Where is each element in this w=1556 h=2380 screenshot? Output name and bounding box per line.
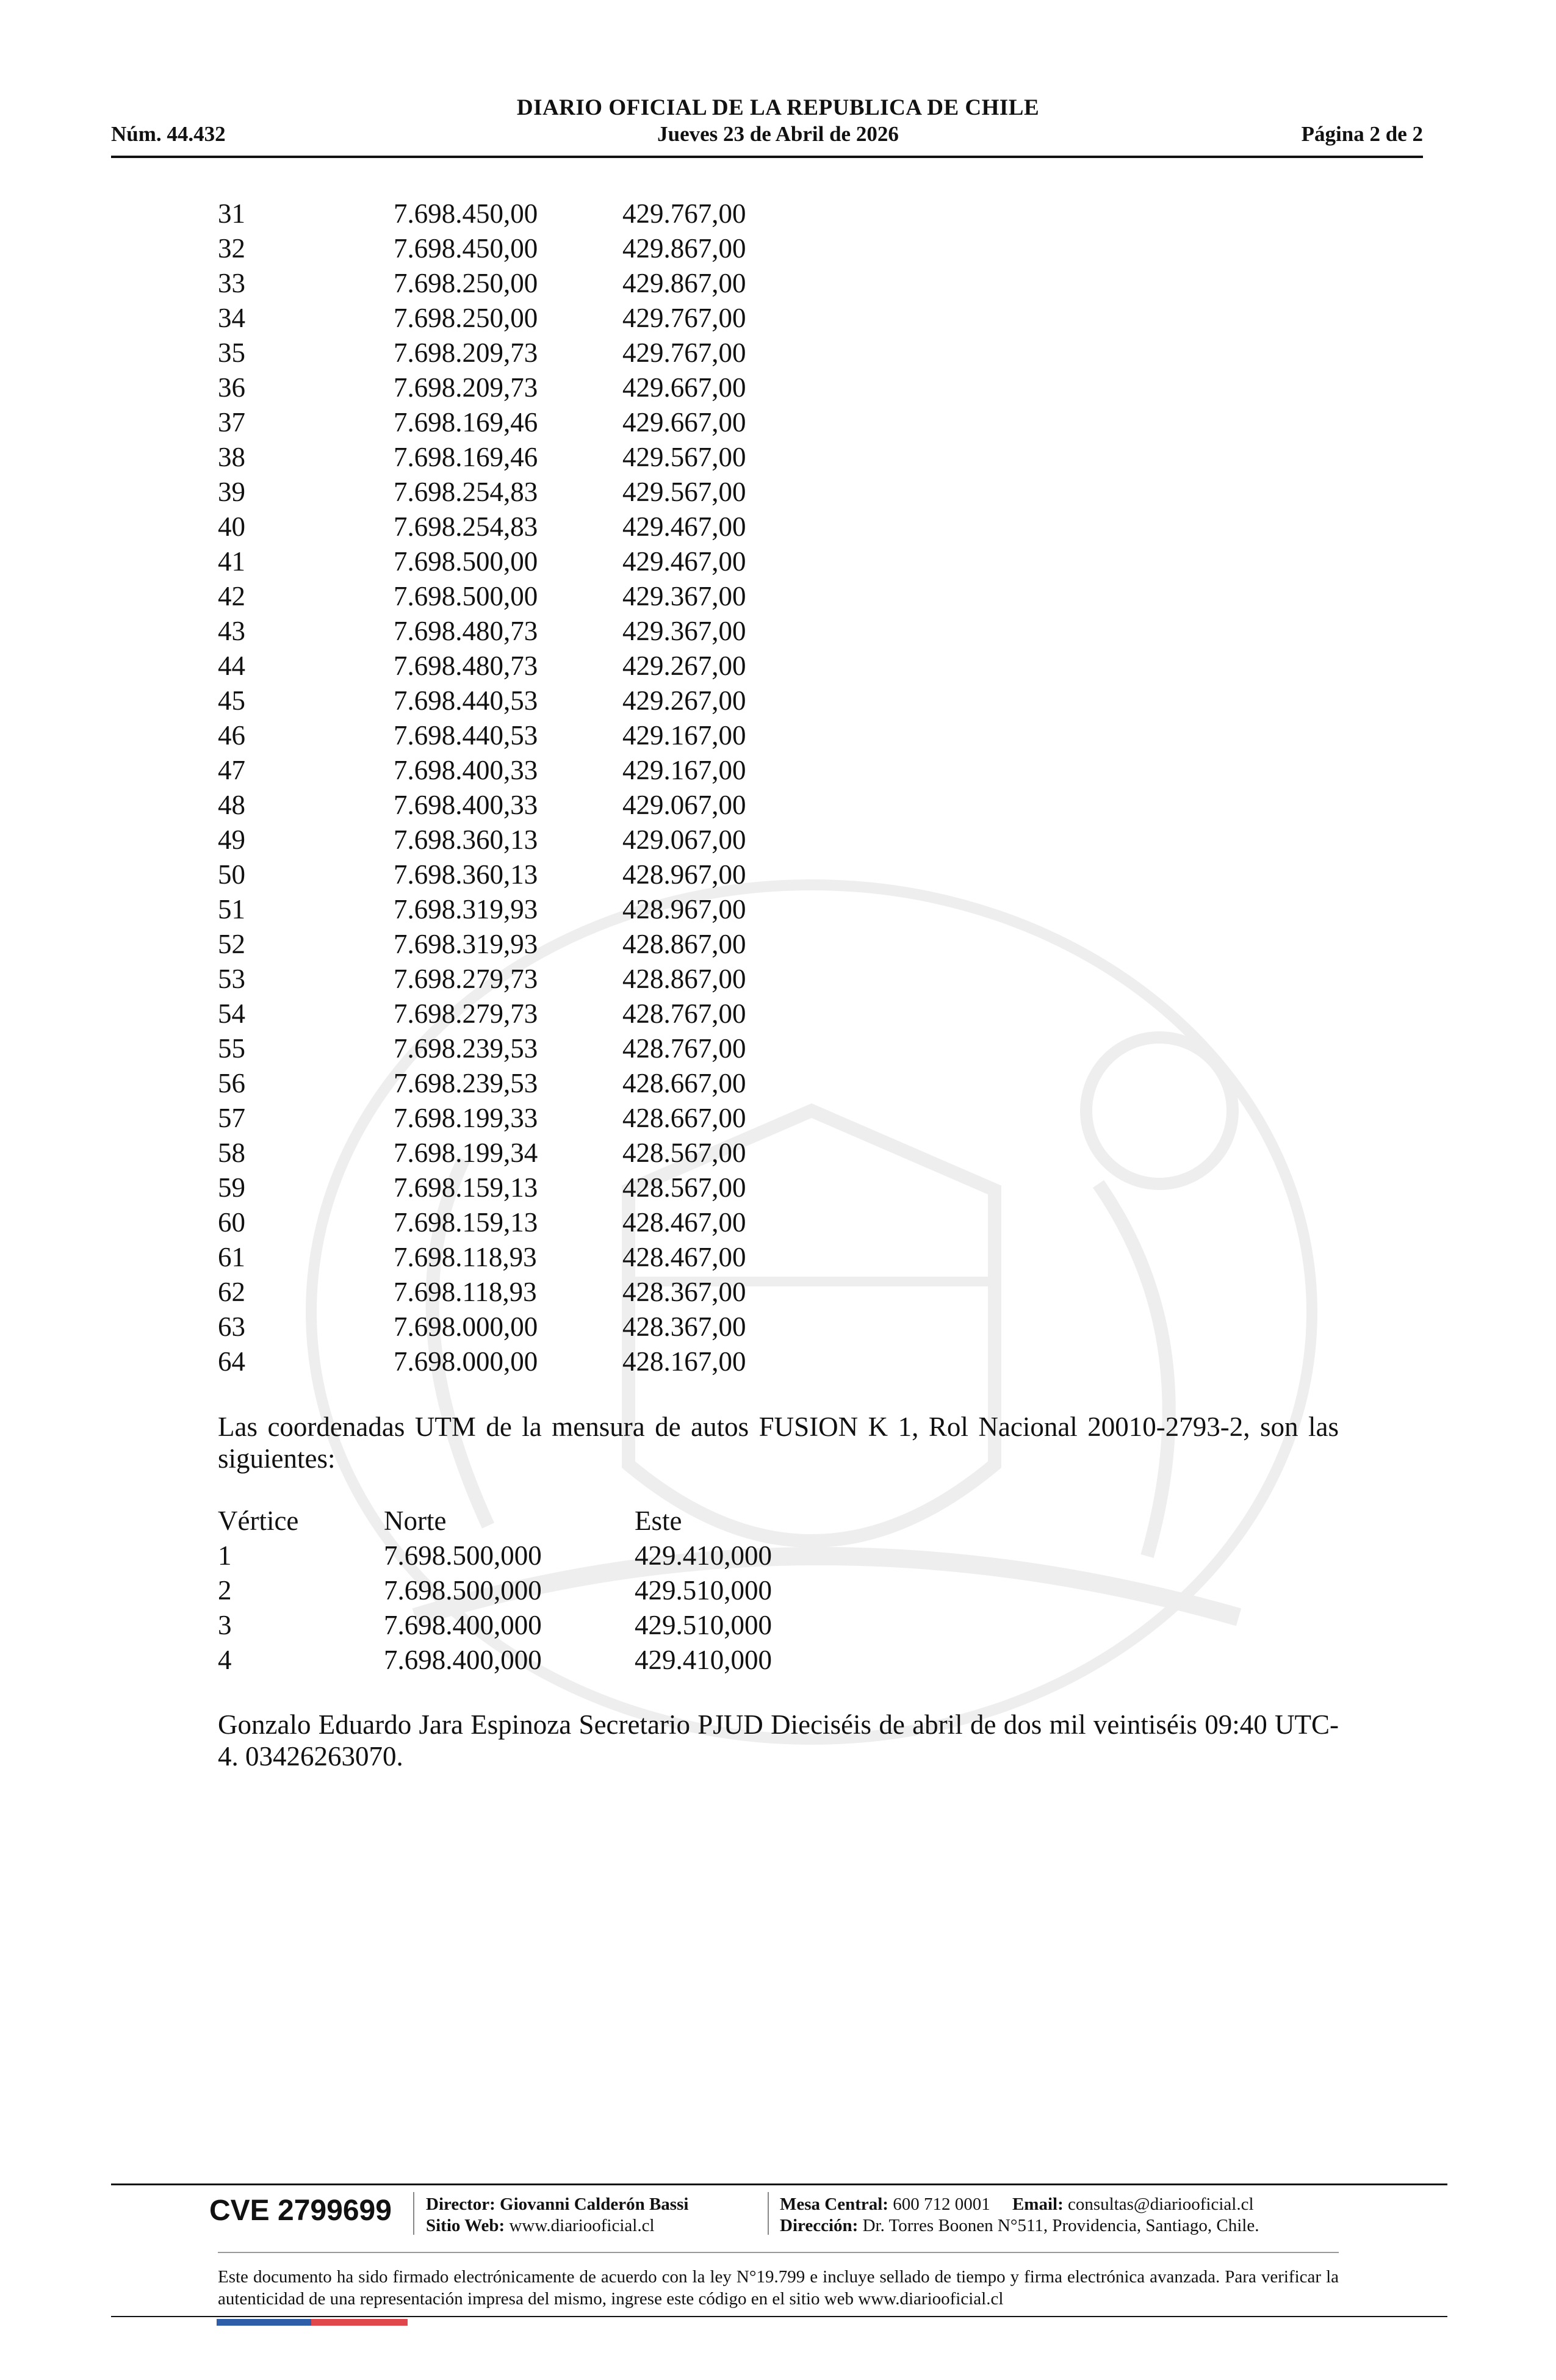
header-vertex: Vértice — [218, 1506, 299, 1536]
row-number: 40 — [218, 511, 245, 542]
table-row — [218, 1573, 889, 1608]
flag-stripe-blue — [217, 2319, 311, 2326]
website-line — [426, 2215, 655, 2237]
row-north: 7.698.279,73 — [394, 964, 538, 994]
row-north: 7.698.118,93 — [394, 1242, 537, 1272]
row-north: 7.698.254,83 — [394, 511, 538, 542]
row-east: 428.567,00 — [622, 1138, 746, 1168]
contact-line — [780, 2194, 1254, 2215]
table-row — [218, 997, 828, 1031]
address-line — [780, 2215, 1259, 2237]
table-row — [218, 823, 828, 857]
table-row — [218, 1538, 889, 1573]
table-row — [218, 475, 828, 510]
row-east: 428.367,00 — [622, 1277, 746, 1307]
row-north: 7.698.209,73 — [394, 337, 538, 368]
table-row — [218, 1310, 828, 1344]
row-north: 7.698.400,33 — [394, 790, 538, 820]
signature-paragraph: Gonzalo Eduardo Jara Espinoza Secretario PJUD Dieciséis de abril de dos mil veintiséis 09:40 UTC-4. 03426263070. — [218, 1709, 1339, 1772]
row-north: 7.698.250,00 — [394, 268, 538, 298]
vertex-east: 429.410,000 — [635, 1540, 772, 1571]
utm-intro-paragraph: Las coordenadas UTM de la mensura de autos FUSION K 1, Rol Nacional 20010-2793-2, son las siguientes: — [218, 1412, 1339, 1474]
row-north: 7.698.450,00 — [394, 198, 538, 229]
table-row — [218, 683, 828, 718]
row-north: 7.698.239,53 — [394, 1033, 538, 1064]
row-number: 58 — [218, 1138, 245, 1168]
header-north: Norte — [384, 1506, 447, 1536]
row-north: 7.698.239,53 — [394, 1068, 538, 1098]
row-number: 52 — [218, 929, 245, 959]
director-line — [426, 2194, 688, 2215]
row-east: 428.467,00 — [622, 1207, 746, 1238]
table-row — [218, 544, 828, 579]
row-number: 31 — [218, 198, 245, 229]
row-east: 429.167,00 — [622, 755, 746, 785]
footer-divider-top — [111, 2183, 1447, 2185]
coordinates-table — [218, 197, 828, 1379]
row-east: 429.467,00 — [622, 511, 746, 542]
row-east: 428.367,00 — [622, 1311, 746, 1342]
row-north: 7.698.209,73 — [394, 372, 538, 403]
row-north: 7.698.254,83 — [394, 477, 538, 507]
row-number: 59 — [218, 1172, 245, 1203]
footer-separator — [413, 2192, 414, 2235]
newspaper-title: DIARIO OFICIAL DE LA REPUBLICA DE CHILE — [516, 95, 1040, 120]
row-north: 7.698.319,93 — [394, 894, 538, 925]
website-label: Sitio Web: — [426, 2216, 505, 2235]
table-row — [218, 1608, 889, 1643]
table-row — [218, 649, 828, 683]
table-row — [218, 370, 828, 405]
row-number: 39 — [218, 477, 245, 507]
footer-divider-bottom — [111, 2316, 1447, 2317]
row-east: 429.567,00 — [622, 442, 746, 472]
row-number: 38 — [218, 442, 245, 472]
row-number: 45 — [218, 685, 245, 716]
row-north: 7.698.500,00 — [394, 546, 538, 577]
row-number: 34 — [218, 303, 245, 333]
table-row — [218, 301, 828, 336]
row-north: 7.698.000,00 — [394, 1346, 538, 1377]
row-east: 429.367,00 — [622, 616, 746, 646]
table-row — [218, 405, 828, 440]
row-number: 51 — [218, 894, 245, 925]
table-row — [218, 614, 828, 649]
table-row — [218, 1643, 889, 1678]
table-row — [218, 579, 828, 614]
row-north: 7.698.169,46 — [394, 442, 538, 472]
table-row — [218, 266, 828, 301]
table-row — [218, 231, 828, 266]
table-row — [218, 1240, 828, 1275]
row-east: 428.567,00 — [622, 1172, 746, 1203]
row-east: 428.767,00 — [622, 998, 746, 1029]
row-number: 33 — [218, 268, 245, 298]
row-north: 7.698.480,73 — [394, 651, 538, 681]
row-east: 428.967,00 — [622, 894, 746, 925]
footer-separator — [768, 2192, 769, 2235]
table-row — [218, 718, 828, 753]
address-label: Dirección: — [780, 2216, 859, 2235]
row-east: 429.567,00 — [622, 477, 746, 507]
row-east: 428.867,00 — [622, 929, 746, 959]
table-header-row — [218, 1504, 889, 1538]
row-east: 428.767,00 — [622, 1033, 746, 1064]
website-link[interactable]: www.diariooficial.cl — [509, 2216, 655, 2235]
row-number: 48 — [218, 790, 245, 820]
vertex-number: 4 — [218, 1645, 232, 1675]
mesa-phone: 600 712 0001 — [893, 2194, 990, 2214]
row-east: 428.967,00 — [622, 859, 746, 890]
row-number: 53 — [218, 964, 245, 994]
row-number: 57 — [218, 1103, 245, 1133]
row-east: 429.267,00 — [622, 685, 746, 716]
row-number: 56 — [218, 1068, 245, 1098]
vertex-table — [218, 1504, 889, 1678]
row-number: 60 — [218, 1207, 245, 1238]
table-row — [218, 1101, 828, 1136]
table-row — [218, 1066, 828, 1101]
issue-number: Núm. 44.432 — [111, 122, 226, 146]
row-north: 7.698.400,33 — [394, 755, 538, 785]
vertex-east: 429.410,000 — [635, 1645, 772, 1675]
table-row — [218, 753, 828, 788]
row-north: 7.698.500,00 — [394, 581, 538, 611]
row-number: 49 — [218, 824, 245, 855]
table-row — [218, 1205, 828, 1240]
mesa-label: Mesa Central: — [780, 2194, 888, 2214]
header-east: Este — [635, 1506, 682, 1536]
table-row — [218, 1170, 828, 1205]
email-label: Email: — [1012, 2194, 1064, 2214]
vertex-number: 1 — [218, 1540, 232, 1571]
row-number: 64 — [218, 1346, 245, 1377]
row-east: 429.467,00 — [622, 546, 746, 577]
vertex-east: 429.510,000 — [635, 1575, 772, 1606]
row-north: 7.698.450,00 — [394, 233, 538, 264]
row-north: 7.698.440,53 — [394, 685, 538, 716]
table-row — [218, 857, 828, 892]
table-row — [218, 336, 828, 370]
row-north: 7.698.000,00 — [394, 1311, 538, 1342]
table-row — [218, 440, 828, 475]
row-east: 428.667,00 — [622, 1068, 746, 1098]
row-number: 37 — [218, 407, 245, 438]
table-row — [218, 927, 828, 962]
director-name: Giovanni Calderón Bassi — [500, 2194, 689, 2214]
row-number: 54 — [218, 998, 245, 1029]
row-number: 42 — [218, 581, 245, 611]
row-north: 7.698.279,73 — [394, 998, 538, 1029]
vertex-number: 3 — [218, 1610, 232, 1640]
email-link[interactable]: consultas@diariooficial.cl — [1068, 2194, 1254, 2214]
row-number: 61 — [218, 1242, 245, 1272]
row-number: 62 — [218, 1277, 245, 1307]
cve-code: CVE 2799699 — [209, 2194, 392, 2227]
footer-divider-mid — [218, 2252, 1339, 2253]
issue-date: Jueves 23 de Abril de 2026 — [657, 122, 899, 146]
row-east: 429.067,00 — [622, 824, 746, 855]
table-row — [218, 788, 828, 823]
row-north: 7.698.199,34 — [394, 1138, 538, 1168]
vertex-east: 429.510,000 — [635, 1610, 772, 1640]
row-east: 428.667,00 — [622, 1103, 746, 1133]
table-row — [218, 1275, 828, 1310]
vertex-north: 7.698.500,000 — [384, 1540, 542, 1571]
vertex-number: 2 — [218, 1575, 232, 1606]
row-number: 55 — [218, 1033, 245, 1064]
vertex-north: 7.698.400,000 — [384, 1610, 542, 1640]
row-number: 47 — [218, 755, 245, 785]
table-row — [218, 892, 828, 927]
row-east: 429.167,00 — [622, 720, 746, 751]
row-north: 7.698.480,73 — [394, 616, 538, 646]
row-east: 428.467,00 — [622, 1242, 746, 1272]
row-north: 7.698.440,53 — [394, 720, 538, 751]
row-east: 429.867,00 — [622, 268, 746, 298]
row-number: 36 — [218, 372, 245, 403]
row-north: 7.698.319,93 — [394, 929, 538, 959]
director-label: Director: — [426, 2194, 495, 2214]
row-north: 7.698.159,13 — [394, 1207, 538, 1238]
flag-stripe-red — [311, 2319, 408, 2326]
row-number: 41 — [218, 546, 245, 577]
vertex-north: 7.698.400,000 — [384, 1645, 542, 1675]
row-east: 429.767,00 — [622, 337, 746, 368]
row-east: 429.267,00 — [622, 651, 746, 681]
vertex-north: 7.698.500,000 — [384, 1575, 542, 1606]
row-north: 7.698.159,13 — [394, 1172, 538, 1203]
row-east: 428.167,00 — [622, 1346, 746, 1377]
table-row — [218, 1031, 828, 1066]
row-east: 429.067,00 — [622, 790, 746, 820]
row-number: 35 — [218, 337, 245, 368]
legal-notice: Este documento ha sido firmado electrónicamente de acuerdo con la ley N°19.799 e incluye sellado de tiempo y firma electrónica avanzada. Para verificar la autenticidad de una representación impresa del mismo, ingrese este código en el sitio web www.diariooficial.cl — [218, 2267, 1339, 2309]
table-row — [218, 962, 828, 997]
row-east: 429.867,00 — [622, 233, 746, 264]
page-indicator: Página 2 de 2 — [1301, 122, 1423, 146]
row-number: 46 — [218, 720, 245, 751]
row-east: 429.367,00 — [622, 581, 746, 611]
row-number: 44 — [218, 651, 245, 681]
row-north: 7.698.169,46 — [394, 407, 538, 438]
row-number: 43 — [218, 616, 245, 646]
row-east: 428.867,00 — [622, 964, 746, 994]
table-row — [218, 1136, 828, 1170]
row-east: 429.667,00 — [622, 372, 746, 403]
row-number: 32 — [218, 233, 245, 264]
row-east: 429.767,00 — [622, 303, 746, 333]
row-number: 50 — [218, 859, 245, 890]
table-row — [218, 510, 828, 544]
row-north: 7.698.360,13 — [394, 859, 538, 890]
address-text: Dr. Torres Boonen N°511, Providencia, Santiago, Chile. — [862, 2216, 1259, 2235]
header-divider — [111, 156, 1423, 158]
row-north: 7.698.118,93 — [394, 1277, 537, 1307]
table-row — [218, 1344, 828, 1379]
row-north: 7.698.250,00 — [394, 303, 538, 333]
row-north: 7.698.199,33 — [394, 1103, 538, 1133]
row-east: 429.767,00 — [622, 198, 746, 229]
row-number: 63 — [218, 1311, 245, 1342]
table-row — [218, 197, 828, 231]
row-north: 7.698.360,13 — [394, 824, 538, 855]
row-east: 429.667,00 — [622, 407, 746, 438]
